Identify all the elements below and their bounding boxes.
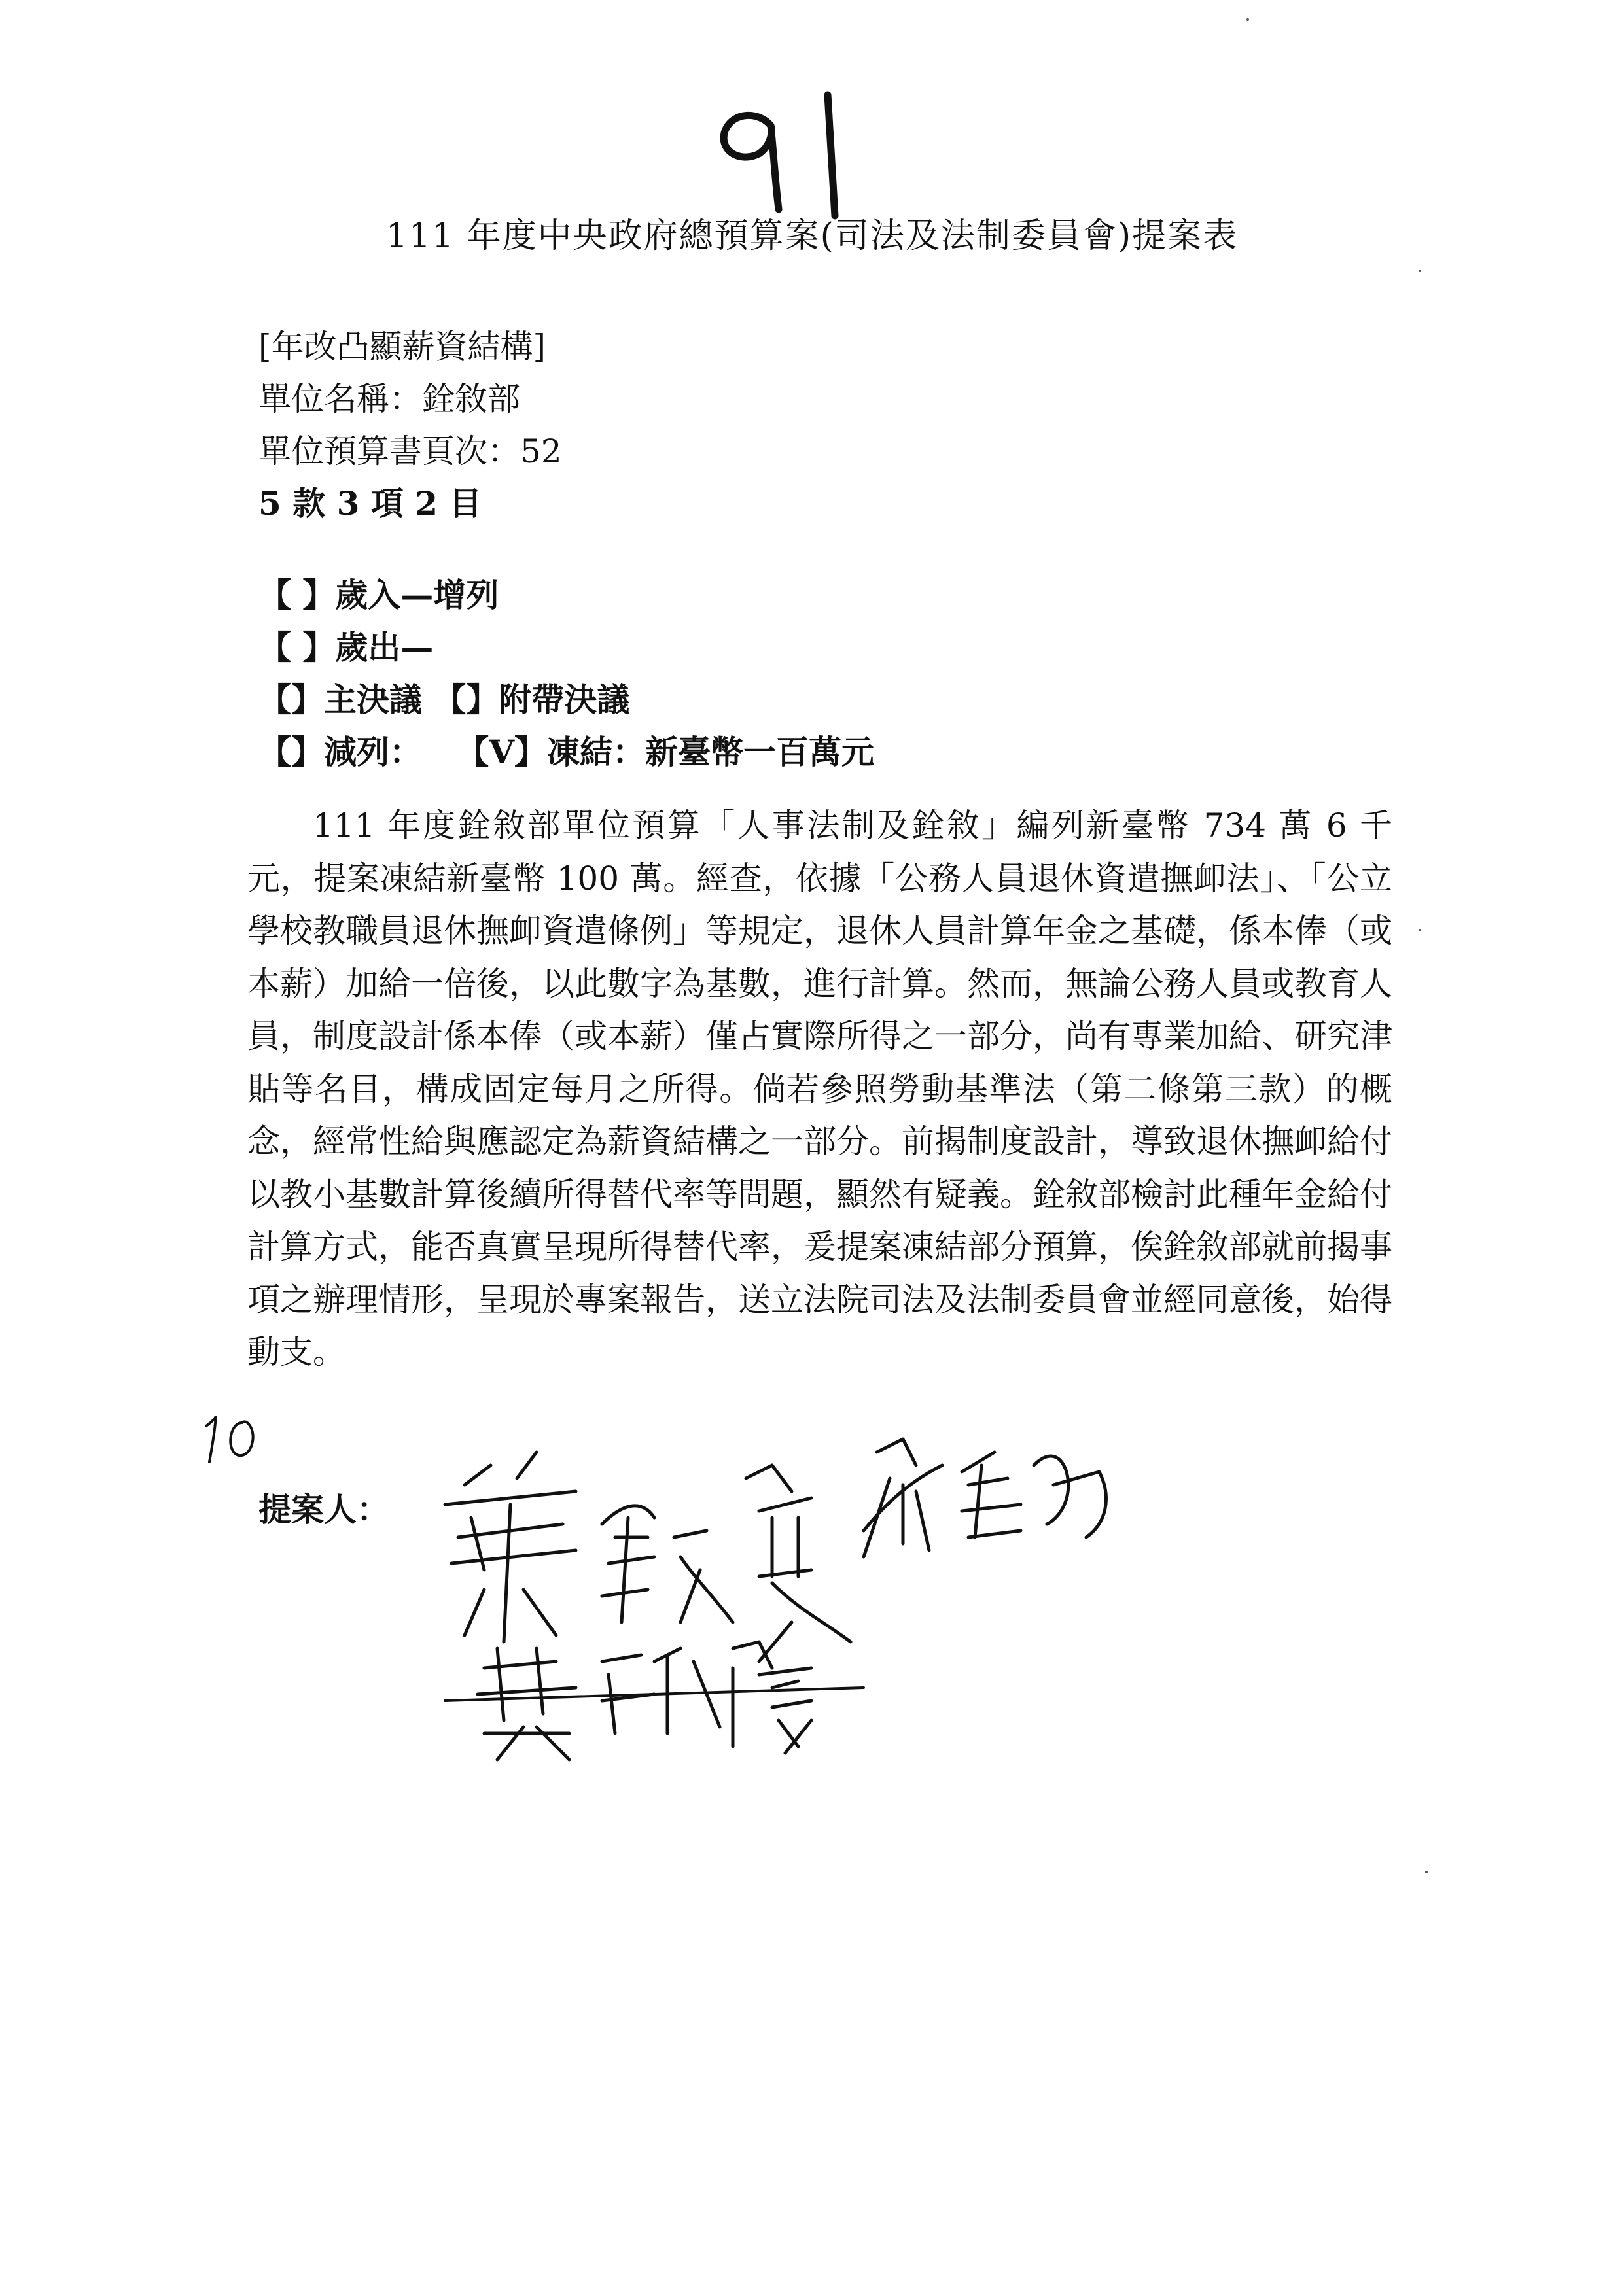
option-revenue: 【 】歲入—增列 (258, 576, 499, 614)
proposer-label: 提案人： (258, 1490, 389, 1529)
handwritten-page-number (713, 85, 877, 222)
scan-speck (1419, 270, 1421, 272)
scan-speck (1419, 929, 1421, 931)
signature-3 (445, 1642, 864, 1760)
unit-name: 單位名稱：銓敘部 (258, 380, 520, 418)
scan-speck (1246, 18, 1249, 21)
subject-line: [年改凸顯薪資結構] (258, 328, 546, 366)
signature-1 (445, 1452, 851, 1661)
handwritten-note-ink (196, 1406, 268, 1465)
option-expenditure: 【 】歲出— (258, 628, 434, 667)
scan-speck (1425, 1871, 1428, 1873)
budget-page-ref: 單位預算書頁次：52 (258, 432, 562, 470)
proposer-signatures (406, 1426, 1125, 1766)
option-resolution: 【】主決議 【】附帶決議 (258, 680, 630, 719)
handwritten-note (196, 1406, 268, 1465)
document-title: 111 年度中央政府總預算案(司法及法制委員會)提案表 (385, 217, 1239, 256)
proposal-body: 111 年度銓敘部單位預算「人事法制及銓敘」編列新臺幣 734 萬 6 千元，提案凍結新臺幣 100 萬。經查，依據「公務人員退休資遣撫卹法」、「公立學校教職員退休撫卹資遣條例」等規定，退休人員計算年金之基礎，係本俸（或本薪）加給一倍後，以此數字為基數，進行計算。然而，無論公務人員或教育人員，制度設計係本俸（或本薪）僅占實際所得之一部分，尚有專業加給、研究津貼等名目，構成固定每月之所得。倘若參照勞動基準法（第二條第三款）的概念，經常性給與應認定為薪資結構之一部分。前揭制度設計，導致退休撫卹給付以教小基數計算後續所得替代率等問題，顯然有疑義。銓敘部檢討此種年金給付計算方式，能否真實呈現所得替代率，爰提案凍結部分預算，俟銓敘部就前揭事項之辦理情形，呈現於專案報告，送立法院司法及法制委員會並經同意後，始得動支。 (247, 807, 1392, 1371)
option-reduce-freeze: 【】減列： 【V】凍結：新臺幣一百萬元 (258, 733, 875, 771)
signature-2 (864, 1439, 1106, 1557)
item-code: 5 款 3 項 2 目 (258, 484, 482, 523)
